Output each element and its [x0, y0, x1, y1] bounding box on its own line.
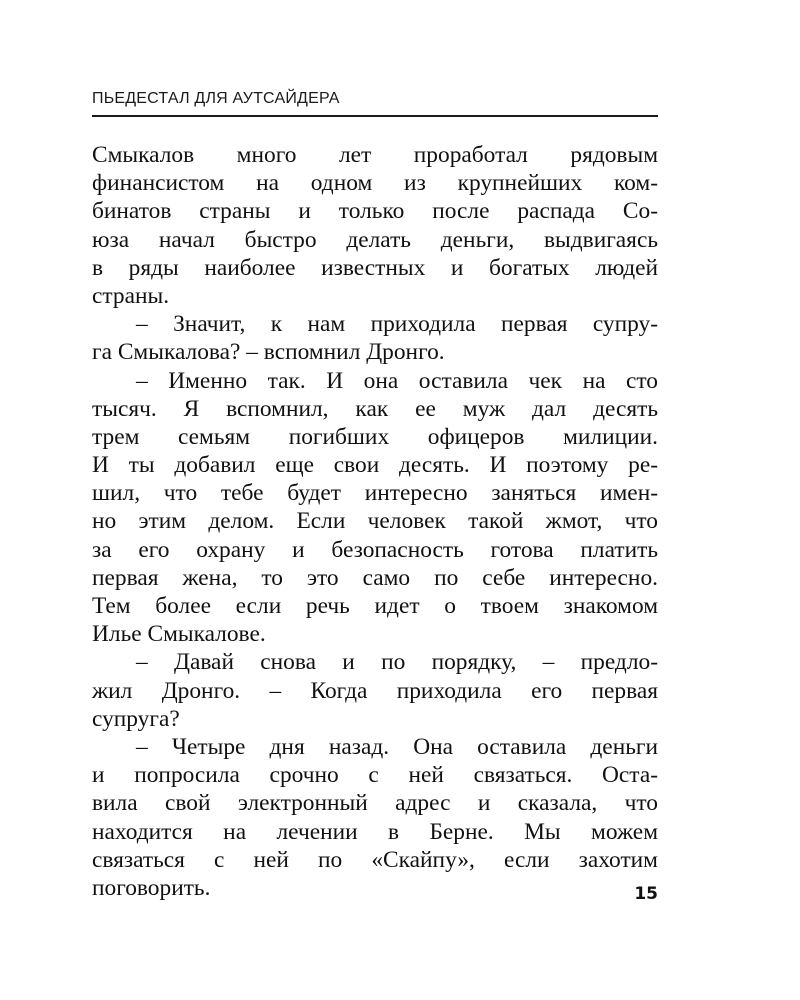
text-line: за его охрану и безопасность готова платить: [92, 536, 658, 563]
running-head: ПЬЕДЕСТАЛ ДЛЯ АУТСАЙДЕРА: [92, 90, 340, 107]
text-line: бинатов страны и только после распада Со-: [92, 198, 658, 225]
text-line: шил, что тебе будет интересно заняться имен-: [92, 480, 658, 507]
text-line: связаться с ней по «Скайпу», если захотим: [92, 846, 658, 873]
text-line: первая жена, то это само по себе интересно.: [92, 564, 658, 591]
text-line: но этим делом. Если человек такой жмот, что: [92, 508, 658, 535]
text-line: супруга?: [92, 705, 180, 732]
text-line: в ряды наиболее известных и богатых людей: [92, 254, 658, 281]
text-line: – Именно так. И она оставила чек на сто: [136, 367, 658, 394]
text-line: – Четыре дня назад. Она оставила деньги: [136, 733, 658, 760]
text-line: Смыкалов много лет проработал рядовым: [92, 142, 658, 168]
text-line: вила свой электронный адрес и сказала, что: [92, 790, 658, 817]
text-line: – Значит, к нам приходила первая супру-: [136, 311, 658, 338]
text-line: юза начал быстро делать деньги, выдвигаясь: [92, 226, 658, 253]
text-line: поговорить.: [92, 874, 211, 901]
text-line: га Смыкалова? – вспомнил Дронго.: [92, 339, 445, 366]
text-line: жил Дронго. – Когда приходила его первая: [92, 677, 658, 704]
page-number: 15: [634, 884, 658, 904]
text-line: и попросила срочно с ней связаться. Оста-: [92, 762, 658, 789]
text-line: И ты добавил еще свои десять. И поэтому ре-: [92, 452, 658, 479]
text-line: Тем более если речь идет о твоем знакомом: [92, 593, 658, 619]
text-line: Илье Смыкалове.: [92, 621, 266, 648]
text-line: страны.: [92, 282, 170, 309]
header-rule: [92, 115, 658, 117]
text-line: трем семьям погибших офицеров милиции.: [92, 423, 658, 450]
text-line: финансистом на одном из крупнейших ком-: [92, 170, 658, 197]
body-text: [92, 141, 658, 902]
text-line: – Давай снова и по порядку, – предло-: [136, 649, 658, 676]
text-line: находится на лечении в Берне. Мы можем: [92, 818, 658, 845]
text-line: тысяч. Я вспомнил, как ее муж дал десять: [92, 395, 658, 422]
